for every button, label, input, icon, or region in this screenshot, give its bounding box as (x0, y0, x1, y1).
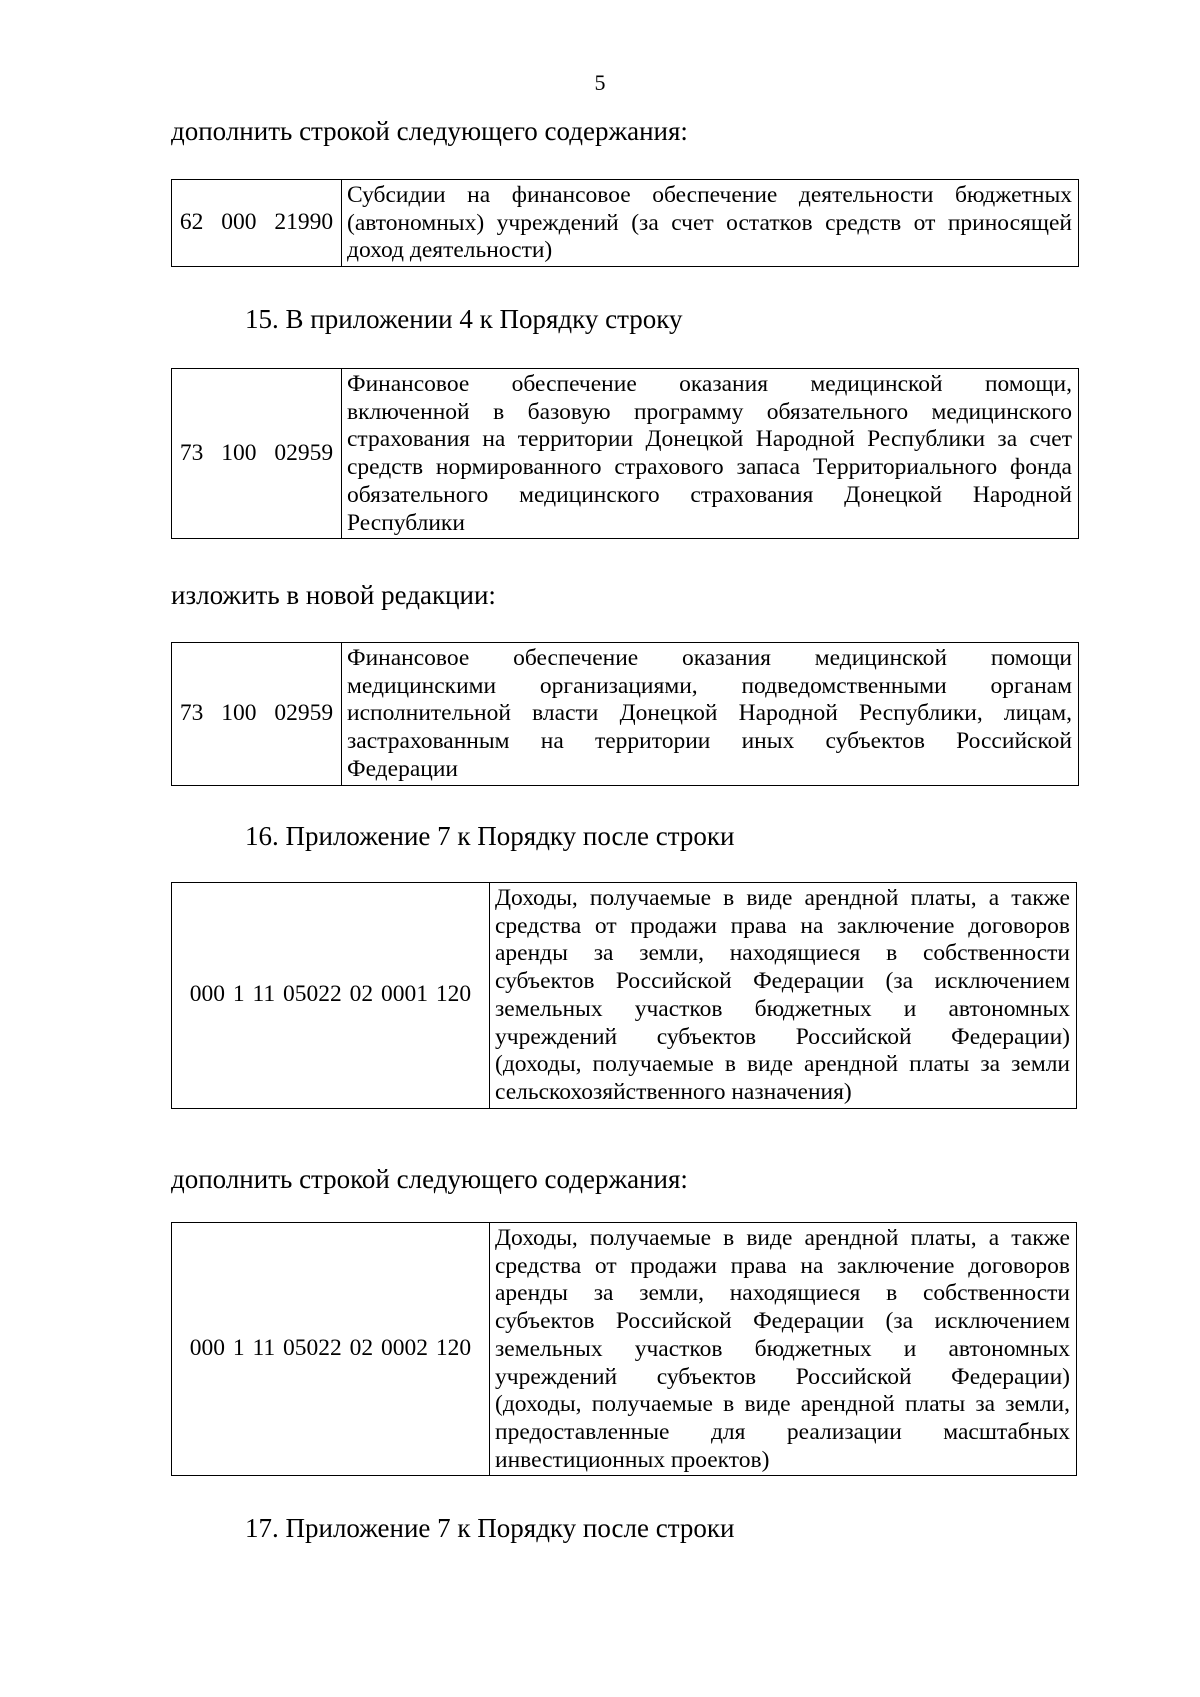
table-row (172, 883, 1077, 1109)
description-line: (доходы, получаемые в виде арендной платы за земли (495, 1051, 1070, 1078)
paragraph-add-row-2: дополнить строкой следующего содержания: (171, 1164, 688, 1194)
description-cell (490, 1223, 1077, 1476)
description-cell (490, 883, 1077, 1109)
description-line: Финансовое обеспечение оказания медицинской помощи, (347, 371, 1072, 397)
table-row (172, 369, 1079, 539)
description-line: учреждений субъектов Российской Федерации) (495, 1363, 1070, 1390)
table-row (172, 1223, 1077, 1476)
description-line: учреждений субъектов Российской Федерации) (495, 1023, 1070, 1050)
description-line: обязательного медицинского страхования Донецкой Народной (347, 481, 1072, 508)
budget-code-cell: 62 000 21990 (172, 180, 342, 267)
budget-code-table-3 (171, 642, 1079, 786)
description-line: Доходы, получаемые в виде арендной платы, а также (495, 1225, 1070, 1251)
description-line: Федерации (347, 755, 458, 782)
description-cell (342, 180, 1079, 267)
description-line: доход деятельности) (347, 237, 553, 264)
description-line: предоставленные для реализации масштабных (495, 1418, 1070, 1445)
description-line: субъектов Российской Федерации (за исключением (495, 1308, 1070, 1335)
description-line: аренды за земли, находящиеся в собственности (495, 1280, 1070, 1307)
description-line: (доходы, получаемые в виде арендной платы за земли, (495, 1391, 1070, 1418)
budget-code-cell: 73 100 02959 (172, 369, 342, 539)
description-line: Финансовое обеспечение оказания медицинской помощи (347, 645, 1072, 671)
description-cell (342, 369, 1079, 539)
description-line: аренды за земли, находящиеся в собственности (495, 940, 1070, 967)
paragraph-new-edition: изложить в новой редакции: (171, 580, 496, 610)
description-line: сельскохозяйственного назначения) (495, 1078, 852, 1105)
page-number: 5 (594, 70, 606, 95)
description-cell (342, 643, 1079, 786)
budget-code-table-2 (171, 368, 1079, 539)
description-line: субъектов Российской Федерации (за исключением (495, 968, 1070, 995)
paragraph-item-17: 17. Приложение 7 к Порядку после строки (245, 1513, 735, 1543)
description-line: застрахованным на территории иных субъектов Российской (347, 728, 1072, 755)
description-line: (автономных) учреждений (за счет остатков средств от приносящей (347, 209, 1072, 236)
table-row (172, 643, 1079, 786)
paragraph-add-row: дополнить строкой следующего содержания: (171, 116, 688, 146)
description-line: Доходы, получаемые в виде арендной платы, а также (495, 885, 1070, 911)
description-line: средства от продажи права на заключение договоров (495, 1252, 1070, 1279)
paragraph-item-16: 16. Приложение 7 к Порядку после строки (245, 821, 735, 851)
description-line: исполнительной власти Донецкой Народной Республики, лицам, (347, 700, 1072, 727)
description-line: Республики (347, 509, 465, 536)
description-line: страхования на территории Донецкой Народной Республики за счет (347, 426, 1072, 453)
budget-code-table-4 (171, 882, 1077, 1109)
description-line: средств нормированного страхового запаса Территориального фонда (347, 454, 1072, 481)
budget-code-cell: 000 1 11 05022 02 0002 120 (172, 1223, 490, 1476)
table-row (172, 180, 1079, 267)
budget-code-table-5 (171, 1222, 1077, 1476)
description-line: средства от продажи права на заключение договоров (495, 912, 1070, 939)
budget-code-cell: 73 100 02959 (172, 643, 342, 786)
description-line: Субсидии на финансовое обеспечение деятельности бюджетных (347, 182, 1072, 208)
budget-code-cell: 000 1 11 05022 02 0001 120 (172, 883, 490, 1109)
description-line: инвестиционных проектов) (495, 1446, 770, 1473)
paragraph-item-15: 15. В приложении 4 к Порядку строку (245, 304, 683, 334)
description-line: медицинскими организациями, подведомственными органам (347, 672, 1072, 699)
description-line: земельных участков бюджетных и автономных (495, 995, 1070, 1022)
description-line: включенной в базовую программу обязательного медицинского (347, 398, 1072, 425)
description-line: земельных участков бюджетных и автономных (495, 1335, 1070, 1362)
budget-code-table-1 (171, 179, 1079, 267)
